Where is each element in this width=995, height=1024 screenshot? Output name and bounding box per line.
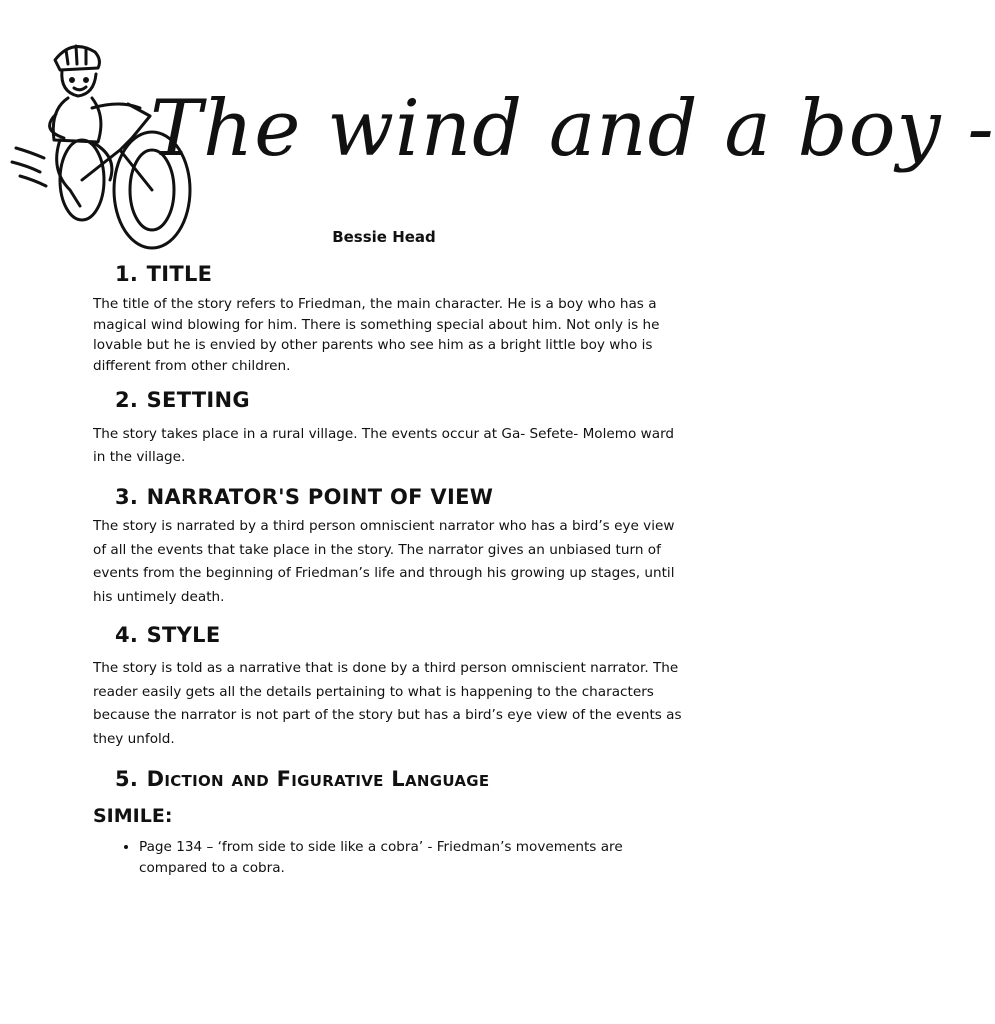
simile-item: • Page 134 – ‘from side to side like a cobra’ - Friedman’s movements are compared to a cobra. (139, 837, 683, 879)
section-number: 4. (115, 623, 139, 647)
author-name: Bessie Head (332, 228, 436, 246)
section-heading-setting (115, 388, 683, 412)
simile-list (93, 837, 683, 879)
section-heading-narrator (115, 485, 683, 509)
section-heading-title (115, 262, 683, 286)
section-heading-style (115, 623, 683, 647)
section-heading-text: Diction and Figurative Language (146, 767, 490, 791)
section-body-setting: The story takes place in a rural village. The events occur at Ga- Sefete- Molemo ward in the village. (93, 426, 675, 465)
section-body-title: The title of the story refers to Friedman, the main character. He is a boy who has a magical wind blowing for him. There is something special about him. Not only is he lovable but he is envied by other parents who see him as a bright little boy who is different from other children. (93, 296, 660, 374)
section-heading-text: NARRATOR'S POINT OF VIEW (146, 485, 494, 509)
simile-heading: SIMILE: (93, 805, 173, 827)
story-title: The wind and a boy - (150, 84, 995, 174)
section-heading-text: STYLE (146, 623, 221, 647)
section-heading-text: TITLE (146, 262, 213, 286)
section-heading-text: SETTING (146, 388, 250, 412)
section-number: 3. (115, 485, 139, 509)
section-number: 2. (115, 388, 139, 412)
section-body-narrator: The story is narrated by a third person omniscient narrator who has a bird’s eye view of all the events that take place in the story. The narrator gives an unbiased turn of events from the beginning of Friedman’s life and through his growing up stages, until his untimely death. (93, 518, 675, 605)
section-number: 1. (115, 262, 139, 286)
page-header (0, 0, 995, 262)
section-body-style: The story is told as a narrative that is done by a third person omniscient narrator. The reader easily gets all the details pertaining to what is happening to the characters because the narrator is not part of the story but has a bird’s eye view of the events as they unfold. (93, 660, 682, 747)
section-number: 5. (115, 767, 139, 791)
section-heading-diction (115, 767, 683, 791)
notes-content (93, 262, 683, 879)
